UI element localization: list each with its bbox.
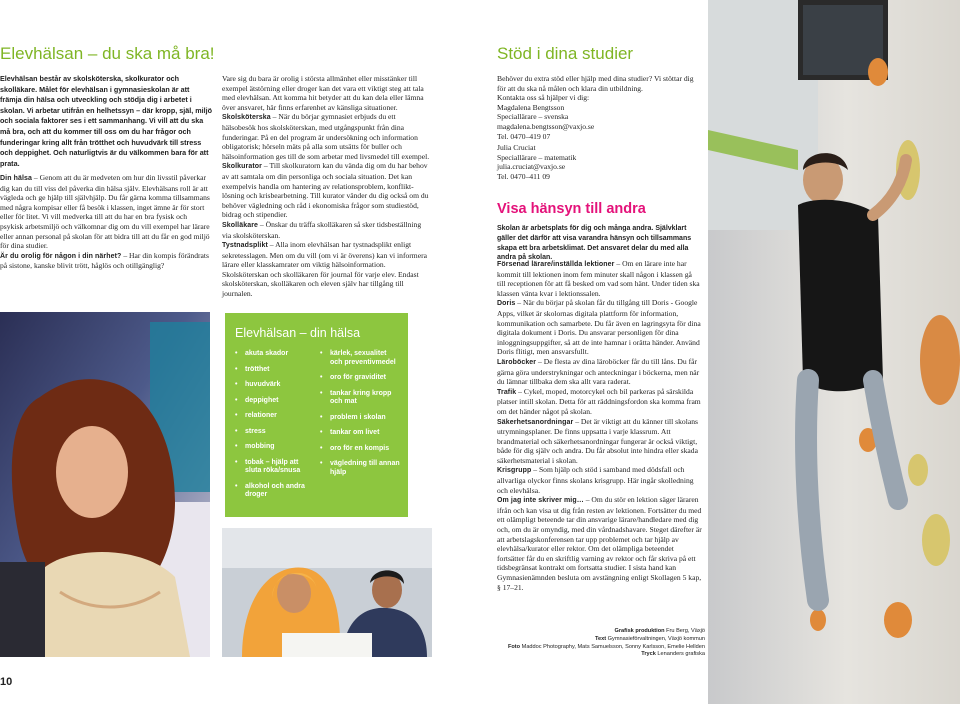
rule-text: – De flesta av dina läroböcker får du till låns. Du får gärna göra understrykningar och anteckningar i böckerna, men när du lämnar tillbaka dem ska allt vara raderat.	[497, 356, 700, 387]
skolskoterska-label: Skolsköterska	[222, 114, 271, 122]
right-rules-list	[497, 259, 702, 592]
greenbox-item: • oro för en kompis	[320, 445, 400, 454]
skolkurator-label: Skolkurator	[222, 163, 262, 171]
middle-body	[222, 74, 431, 299]
rule-label: Om jag inte skriver mig…	[497, 497, 584, 505]
credit-value: Fru Berg, Växjö	[666, 628, 705, 634]
question-text: – Har din kompis förändrats på sistone, kanske blivit trött, håglös och otillgänglig?	[0, 250, 209, 271]
contact-line: Julia Cruciat	[497, 143, 536, 153]
middle-intro: Vare sig du bara är orolig i största allmänhet eller misstänker till exempel ätstörning eller droger kan det vara ett viktigt steg att tala med elevhälsan. Att komma hit betyder att du kan dela eller lämna över ansvaret, här finns erfarenhet av känsliga situationer.	[222, 74, 424, 112]
contact-line: magdalena.bengtsson@vaxjo.se	[497, 121, 595, 131]
credit-value: Maddoc Photography, Mats Samuelsson, Sonny Karlsson, Emelie Hellden	[521, 643, 705, 650]
rule-text: – Som hjälp och stöd i samband med dödsfall och allvarliga olyckor finns skolans krisgrupp. Här ingår skolledning och elevhälsa.	[497, 465, 694, 495]
din-halsa-label: Din hälsa	[0, 175, 33, 182]
din-halsa-text: – Genom att du är medveten om hur din livsstil påverkar dig kan du till viss del påverka din hälsa själv. Elevhälsans roll är att vägleda och ge hjälp till självhjälp. Du får gärna komma tillsammans med några kompisar eller få besök i klassen, inget ämne är för stort eller för litet. Vi vill medverka till att du har en bra fysisk och psykisk arbetsmiljö och välkomnar dig om du vill exempel har lärare eller annan personal på skolan för att bidra till att du får en god miljö för dina studier.	[0, 173, 210, 251]
rule-paragraph	[497, 495, 702, 592]
rule-label: Säkerhetsanordningar	[497, 418, 574, 426]
rule-paragraph	[497, 259, 702, 298]
rule-text: – Om en lärare inte har kommit till lektionen inom fem minuter skall någon i klassen gå till receptionen för att få besked om vad som hänt. Under tiden ska klassen vänta kvar i lektionssalen.	[497, 259, 700, 298]
visa-hansyn-title: Visa hänsyn till andra	[497, 201, 646, 217]
right-intro-block	[497, 74, 699, 182]
rule-paragraph	[497, 387, 702, 417]
right-title: Stöd i dina studier	[497, 44, 634, 63]
rule-label: Läroböcker	[497, 358, 537, 366]
rule-label: Krisgrupp	[497, 467, 532, 475]
photo-girl-curly-hair	[0, 312, 210, 657]
rule-text: – Cykel, moped, motorcykel och bil parkeras på särskilda platser intill skolan. Detta för att räddningsfordon ska komma fram om det händer något på skolan.	[497, 386, 701, 416]
greenbox-item: • trötthet	[235, 366, 311, 375]
rule-paragraph	[497, 298, 702, 357]
rule-text: – När du börjar på skolan får du tillgång till Doris - Google Apps, vilket är skolornas digitala plattform för information, kommunikation och samarbete. Du får även en lagringsyta för dina digitala dokument i Doris. Du ansvarar personligen för dina inloggningsuppgifter, så att de inte hamnar i orätta händer. Använd Doris flitigt, men ansvarsfullt.	[497, 298, 701, 357]
rule-paragraph	[497, 417, 702, 466]
contact-line: Speciallärare – matematik	[497, 152, 577, 162]
contact-card-2	[497, 143, 699, 181]
visa-hansyn-lead: Skolan är arbetsplats för dig och många andra. Självklart gäller det därför att visa varandra hänsyn och tillsammans skapa ett bra arbetsklimat. Det ansvaret delar du med alla andra på skolan.	[497, 225, 692, 262]
greenbox-item: • oro för graviditet	[320, 374, 400, 383]
right-intro-2: Kontakta oss så hjälper vi dig:	[497, 93, 590, 103]
credit-line	[500, 644, 705, 652]
left-lead: Elevhälsan består av skolsköterska, skolkurator och skolläkare. Målet för elevhälsan i gymnasieskolan är att främja din hälsa och utveckling och stödja dig i arbetet i skolan. Vi arbetar utifrån en helhetssyn – där kropp, själ, miljö och sociala faktorer ses i ett sammanhang. Vi vill att du ska må bra, och att du kommer till oss om du har frågor och funderingar kring allt från trötthet och huvudvärk till stress och deppighet. Och naturligtvis är du välkommen bara för att prata.	[0, 74, 212, 168]
tystnadsplikt-label: Tystnadsplikt	[222, 242, 268, 250]
credit-line	[500, 636, 705, 644]
rule-text: – Om du stör en lektion säger läraren ifrån och kan visa ut dig från resten av lektionen. Fortsätter du med ett olämpligt beteende tar din ansvarige lärare/handledare med dig och, om du är omyndig, med din vårdnadshavare. Steget därefter är att arbetslagskonferensen tar upp problemet och tar hjälp av elevhälsa/kurator eller rektor. Om det olämpliga beteendet fortsätter får du en skriftlig varning av rektor och får skriva på ett tidsbegränsat kontrakt om fortsatta studier. I sista hand kan Gymnasienämnden besluta om avstängning enligt Skollagen 5 kap, § 17–21.	[497, 495, 702, 592]
skolkurator-text: – Till skolkuratorn kan du vända dig om du har behov av att samtala om din personliga och sociala situation. Det kan exempelvis handla om hantering av relationsproblem, konfliktlösning och krisbearbetning. Till kurator vänder du dig också om du behöver vägledning och råd i ekonomiska frågor som studiestöd, bidrag och stipendier.	[222, 161, 429, 220]
greenbox-item: • kärlek, sexualitet och preventivmedel	[320, 350, 400, 367]
rule-paragraph	[497, 357, 702, 387]
contact-line: Magdalena Bengtsson	[497, 102, 565, 112]
photo-two-students	[222, 528, 432, 657]
credit-label: Text	[595, 635, 607, 642]
credit-label: Grafisk produktion	[614, 628, 665, 634]
rule-label: Försenad lärare/inställda lektioner	[497, 261, 615, 268]
greenbox-item: • relationer	[235, 412, 311, 421]
greenbox-item: • stress	[235, 428, 311, 437]
greenbox-item: • alkohol och andra droger	[235, 483, 311, 500]
contact-card-1	[497, 103, 699, 141]
greenbox-item: • tobak – hjälp att sluta röka/snusa	[235, 459, 311, 476]
skollakare-text: – Önskar du träffa skolläkaren så sker tidsbeställning via skolsköterskan.	[222, 219, 422, 240]
left-body	[0, 173, 212, 271]
credit-label: Foto	[507, 643, 521, 650]
greenbox-item: • huvudvärk	[235, 381, 311, 390]
credit-line	[500, 651, 705, 659]
greenbox-item: • mobbing	[235, 443, 311, 452]
rule-paragraph	[497, 465, 702, 495]
rule-label: Trafik	[497, 388, 517, 396]
greenbox-item: • deppighet	[235, 397, 311, 406]
credit-value: Gymnasieförvaltningen, Växjö kommun	[607, 635, 705, 642]
greenbox-item: • problem i skolan	[320, 414, 400, 423]
skolskoterska-text: – När du börjar gymnasiet erbjuds du ett hälsobesök hos skolsköterskan, med utgångspunkt från dina funderingar. På en del program är undersökning och information obligatorisk; hörseln mäts på alla som utsätts för buller och hälsoinformation ges till de som arbetar med livsmedel till exempel.	[222, 112, 430, 161]
greenbox-item: • vägledning till annan hjälp	[320, 460, 400, 477]
tystnadsplikt-text: – Alla inom elevhälsan har tystnadsplikt enligt sekretesslagen. Men om du vill (om vi är överens) kan vi informera lärare eller klasskamrater om viktig hälsoinformation. Skolsköterskan och skolläkaren för journal för varje elev. Endast skolsköterskan, skolläkaren och eleven själv har tillgång till journalen.	[222, 240, 427, 299]
greenbox-item: • tankar om livet	[320, 429, 400, 438]
credit-label: Tryck	[641, 651, 656, 658]
photo-climber-illustration	[708, 0, 960, 704]
credit-value: Lenanders grafiska	[657, 651, 705, 658]
contact-line: julia.cruciat@vaxjo.se	[497, 162, 566, 172]
contact-line: Tel. 0470–411 09	[497, 171, 550, 181]
credits	[500, 628, 705, 659]
page-number: 10	[0, 676, 13, 688]
question-label: Är du orolig för någon i din närhet?	[0, 252, 122, 260]
contact-line: Speciallärare – svenska	[497, 112, 569, 122]
elevhalsan-din-halsa-box	[225, 313, 408, 517]
left-title: Elevhälsan – du ska må bra!	[0, 44, 215, 63]
greenbox-list-2	[320, 350, 400, 484]
greenbox-item: • akuta skador	[235, 350, 311, 359]
photo-climbing-wall	[708, 0, 960, 704]
greenbox-list-1	[235, 350, 311, 507]
credit-line	[500, 628, 705, 636]
photo-girl-illustration	[0, 312, 210, 657]
contact-line: Tel. 0470–419 07	[497, 131, 551, 141]
greenbox-title: Elevhälsan – din hälsa	[235, 326, 361, 340]
greenbox-item: • tankar kring kropp och mat	[320, 390, 400, 407]
rule-text: – Det är viktigt att du känner till skolans utrymningsplaner. De finns uppsatta i varje klassrum. Att brandmaterial och säkerhetsanordningar fungerar är också viktigt, både för dig själv och andra. Du får absolut inte hindra eller skada säkerhetsmaterial i skolan.	[497, 416, 698, 465]
photo-students-illustration	[222, 528, 432, 657]
skollakare-label: Skolläkare	[222, 221, 259, 229]
rule-label: Doris	[497, 300, 516, 308]
right-intro-1: Behöver du extra stöd eller hjälp med dina studier? Vi stöttar dig för att du ska nå målen och klara din utbildning.	[497, 74, 694, 93]
